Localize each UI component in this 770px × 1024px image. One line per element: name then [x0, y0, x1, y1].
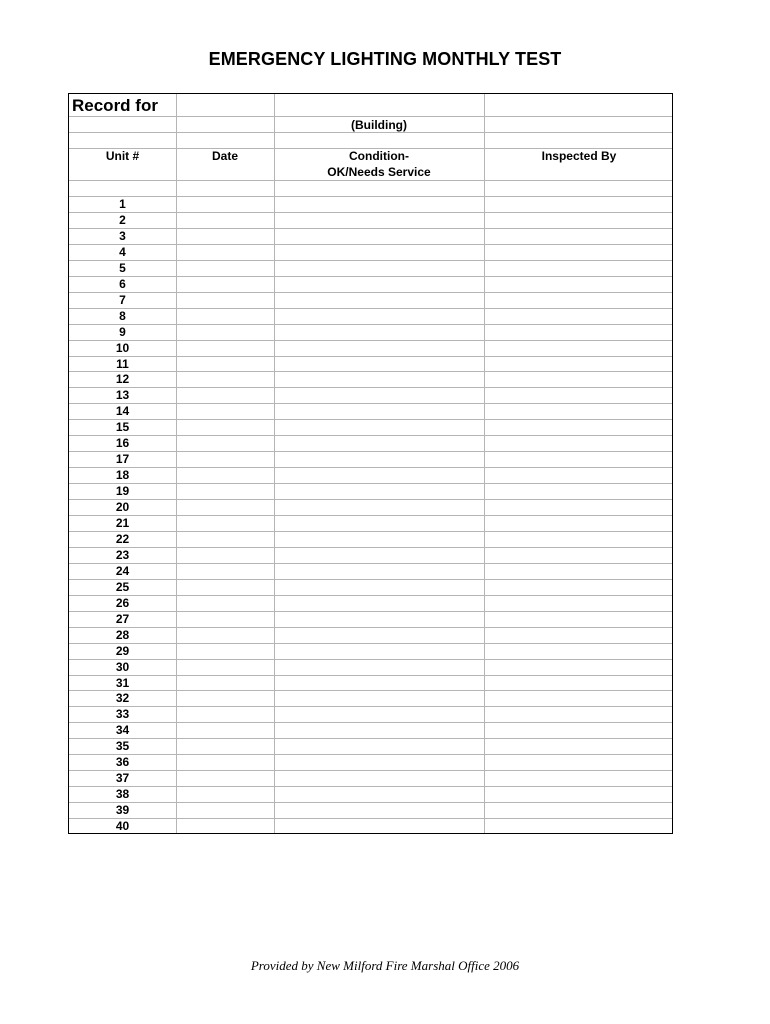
- footer-credit: Provided by New Milford Fire Marshal Office 2006: [250, 958, 520, 973]
- unit-number: 39: [115, 803, 130, 818]
- unit-number: 36: [115, 755, 130, 770]
- unit-number: 13: [115, 388, 130, 403]
- unit-number: 21: [115, 516, 130, 530]
- row-divider: [69, 419, 672, 420]
- row-divider: [69, 643, 672, 644]
- unit-number: 34: [115, 723, 130, 738]
- row-divider: [69, 579, 672, 580]
- unit-number: 37: [115, 771, 130, 786]
- row-divider: [69, 483, 672, 484]
- page-title: EMERGENCY LIGHTING MONTHLY TEST: [208, 49, 562, 69]
- unit-number: 17: [115, 452, 130, 467]
- unit-number: 32: [115, 691, 130, 706]
- unit-number: 28: [115, 627, 130, 642]
- row-divider: [69, 770, 672, 771]
- unit-number: 31: [115, 675, 130, 690]
- row-divider: [69, 148, 672, 149]
- unit-number: 8: [119, 308, 126, 323]
- row-divider: [69, 228, 672, 229]
- row-divider: [69, 260, 672, 261]
- row-divider: [69, 547, 672, 548]
- unit-number: 19: [115, 484, 130, 499]
- row-divider: [69, 371, 672, 372]
- row-divider: [69, 180, 672, 181]
- unit-number: 9: [119, 324, 126, 339]
- unit-number: 40: [115, 819, 130, 834]
- row-divider: [69, 675, 672, 676]
- row-divider: [69, 292, 672, 293]
- row-divider: [69, 722, 672, 723]
- row-divider: [69, 563, 672, 564]
- row-divider: [69, 531, 672, 532]
- unit-number: 23: [115, 547, 130, 562]
- unit-number: 15: [115, 420, 130, 435]
- row-divider: [69, 451, 672, 452]
- row-divider: [69, 611, 672, 612]
- row-divider: [69, 690, 672, 691]
- header-inspected-by: Inspected By: [541, 149, 617, 163]
- row-divider: [69, 244, 672, 245]
- header-unit: Unit #: [105, 149, 140, 163]
- row-divider: [69, 754, 672, 755]
- header-date: Date: [211, 149, 238, 163]
- unit-number: 26: [115, 595, 130, 610]
- unit-number: 6: [119, 276, 126, 291]
- record-for-label: Record for: [72, 96, 158, 115]
- unit-number: 12: [115, 372, 130, 387]
- row-divider: [69, 706, 672, 707]
- row-divider: [69, 802, 672, 803]
- row-divider: [69, 387, 672, 388]
- row-divider: [69, 324, 672, 325]
- unit-number: 22: [115, 531, 130, 546]
- header-condition-line2: OK/Needs Service: [327, 165, 431, 179]
- unit-number: 5: [119, 260, 126, 275]
- unit-number: 30: [115, 659, 130, 674]
- unit-number: 1: [119, 197, 126, 211]
- unit-number: 35: [115, 739, 130, 754]
- inspection-log-table: [68, 93, 673, 834]
- row-divider: [69, 435, 672, 436]
- unit-number: 18: [115, 468, 130, 483]
- row-divider: [69, 403, 672, 404]
- building-caption: (Building): [351, 118, 407, 132]
- unit-number: 11: [116, 356, 129, 371]
- unit-number: 25: [115, 579, 130, 594]
- unit-number: 38: [115, 787, 130, 802]
- row-divider: [69, 196, 672, 197]
- unit-number: 3: [119, 228, 126, 243]
- row-divider: [69, 308, 672, 309]
- unit-number: 24: [115, 563, 130, 578]
- header-condition-line1: Condition-: [349, 149, 409, 163]
- row-divider: [69, 212, 672, 213]
- unit-number: 14: [115, 404, 130, 419]
- unit-number: 33: [115, 707, 130, 722]
- row-divider: [69, 595, 672, 596]
- row-divider: [69, 515, 672, 516]
- row-divider: [69, 499, 672, 500]
- row-divider: [69, 659, 672, 660]
- row-divider: [69, 276, 672, 277]
- unit-number: 29: [115, 643, 130, 658]
- unit-number: 7: [119, 292, 126, 307]
- row-divider: [69, 132, 672, 133]
- row-divider: [69, 818, 672, 819]
- unit-number: 4: [119, 244, 126, 259]
- row-divider: [69, 467, 672, 468]
- row-divider: [69, 116, 672, 117]
- row-divider: [69, 786, 672, 787]
- unit-number: 27: [115, 611, 130, 626]
- unit-number: 2: [119, 212, 126, 227]
- row-divider: [69, 627, 672, 628]
- unit-number: 10: [115, 340, 130, 355]
- row-divider: [69, 738, 672, 739]
- row-divider: [69, 356, 672, 357]
- unit-number: 16: [115, 436, 130, 451]
- row-divider: [69, 340, 672, 341]
- unit-number: 20: [115, 500, 130, 515]
